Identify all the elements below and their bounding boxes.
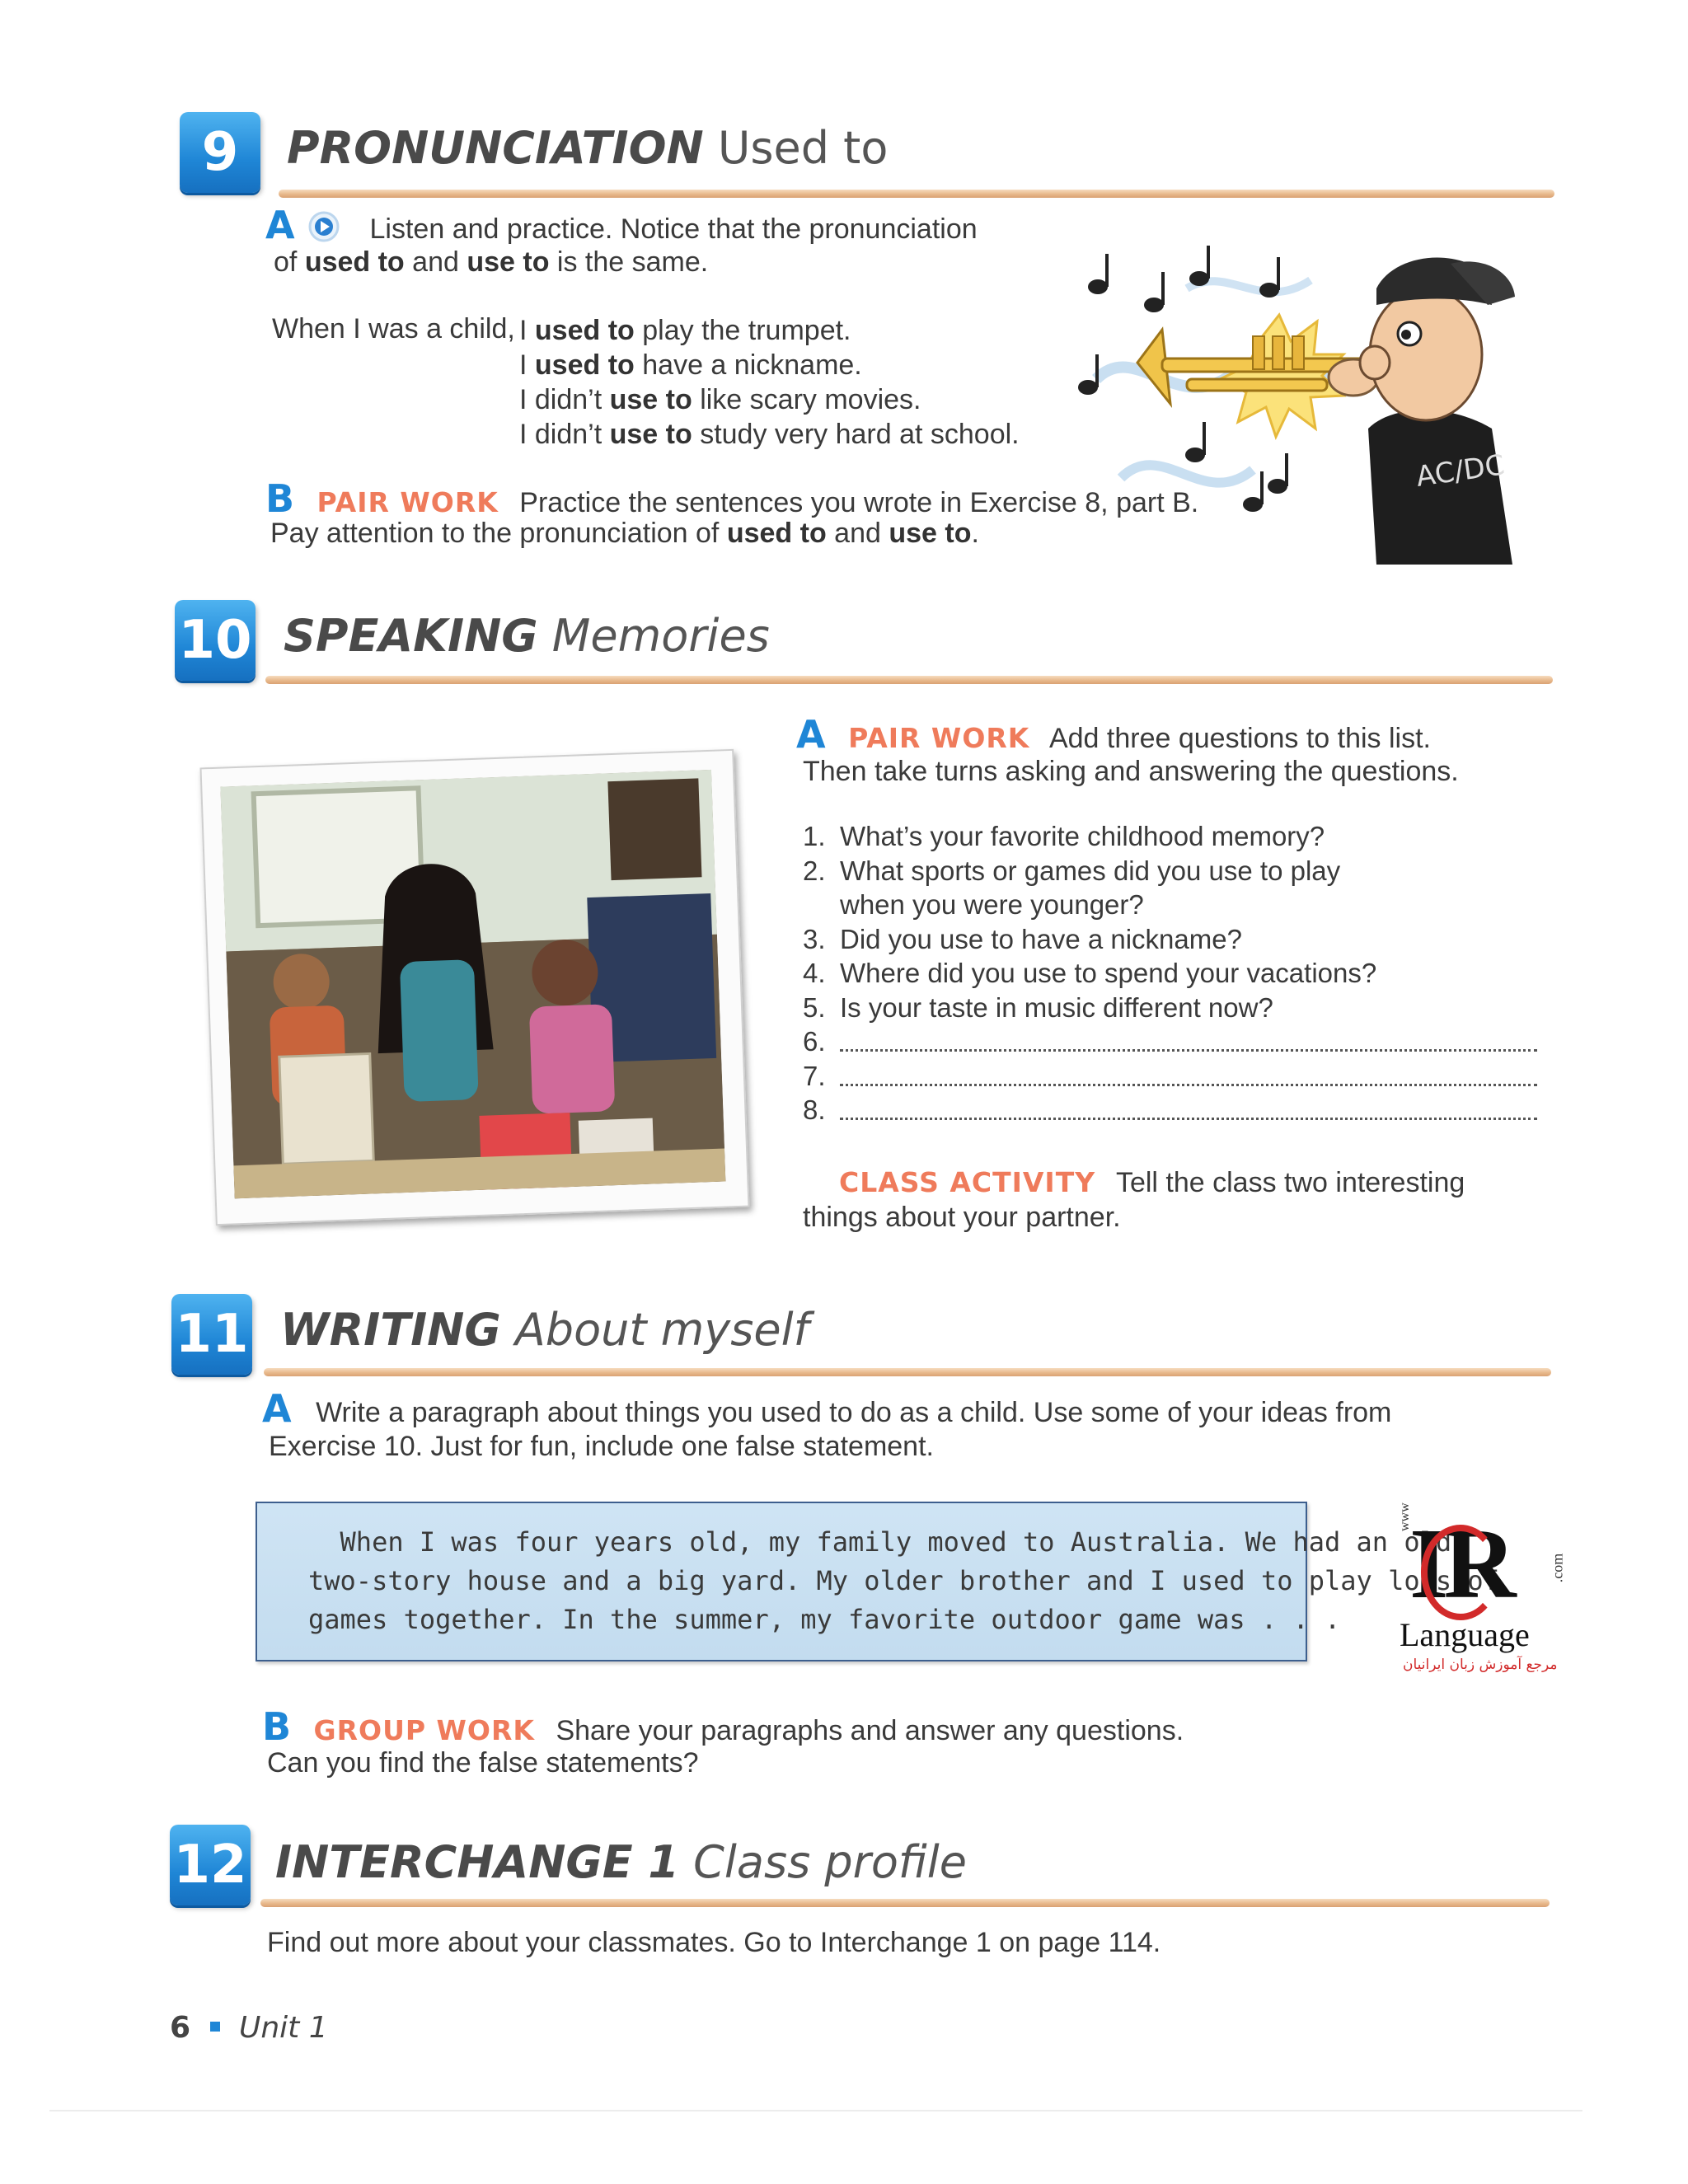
- logo-letters: IR: [1409, 1508, 1512, 1619]
- text-run: I: [519, 315, 535, 346]
- model-line: two-story house and a big yard. My older brother and I used to play lots of: [308, 1565, 1499, 1596]
- bold-run: use to: [889, 518, 972, 549]
- section-number: 12: [173, 1835, 247, 1896]
- text-run: I didn’t: [519, 384, 610, 415]
- section-10-title: [284, 610, 770, 662]
- logo-tagline: مرجع آموزش زبان ایرانیان: [1403, 1657, 1558, 1673]
- item-text: Did you use to have a nickname?: [840, 923, 1242, 954]
- text-run: play the trumpet.: [634, 315, 851, 346]
- part-a-line-1: Listen and practice. Notice that the pronunciation: [369, 213, 978, 245]
- section-keyword: SPEAKING: [284, 610, 538, 662]
- section-12-rule: [260, 1899, 1550, 1907]
- question-list: [803, 819, 1537, 1127]
- examples-lead: When I was a child,: [272, 313, 515, 344]
- item-text: Where did you use to spend your vacations?: [840, 958, 1377, 988]
- class-activity: [839, 1165, 1465, 1200]
- section-12-title: [275, 1836, 967, 1888]
- answer-line[interactable]: [840, 1059, 1537, 1086]
- logo-ring: [1421, 1525, 1500, 1620]
- section-11-title: [280, 1304, 809, 1356]
- section-9-rule: [279, 190, 1554, 198]
- section-11-badge: [171, 1294, 252, 1375]
- list-item: [803, 854, 1537, 888]
- part-letter: A: [796, 712, 826, 757]
- text-run: have a nickname.: [634, 349, 862, 381]
- text-run: of: [274, 246, 305, 278]
- part-a-line-2: Exercise 10. Just for fun, include one false statement.: [269, 1431, 934, 1462]
- bold-run: use to: [609, 384, 692, 415]
- section-subtitle: Class profile: [693, 1836, 968, 1888]
- text-run: is the same.: [549, 246, 709, 278]
- bold-run: used to: [534, 315, 635, 346]
- part-a-line-1: Write a paragraph about things you used to do as a child. Use some of your ideas from: [316, 1397, 1392, 1428]
- section-10-part-a: [796, 712, 1431, 757]
- page-footer: [170, 2011, 328, 2045]
- part-b-line-1: Practice the sentences you wrote in Exercise 8, part B.: [519, 487, 1199, 518]
- item-number: 2.: [803, 855, 826, 886]
- section-subtitle: Used to: [717, 122, 889, 174]
- item-number: 1.: [803, 821, 826, 851]
- item-number: 8.: [803, 1094, 826, 1125]
- item-text: What’s your favorite childhood memory?: [840, 821, 1325, 851]
- text-run: Pay attention to the pronunciation of: [270, 518, 727, 549]
- bold-run: use to: [609, 419, 692, 450]
- section-subtitle: About myself: [514, 1304, 809, 1356]
- part-letter: B: [262, 1704, 292, 1749]
- example-row: [519, 417, 1020, 452]
- section-12-badge: [170, 1825, 251, 1905]
- shirt-logo: AC/DC: [1414, 448, 1507, 494]
- ir-language-logo: [1398, 1502, 1571, 1681]
- text-run: I: [519, 349, 535, 381]
- bold-run: used to: [304, 246, 405, 278]
- page-number: 6: [170, 2011, 191, 2045]
- model-line: games together. In the summer, my favorite outdoor game was . . .: [308, 1604, 1341, 1635]
- model-paragraph: [308, 1523, 1499, 1639]
- example-row: [519, 382, 921, 417]
- section-number: 9: [201, 122, 239, 183]
- section-9-part-b: [265, 476, 1199, 521]
- section-10-rule: [265, 676, 1553, 684]
- list-item: [803, 991, 1537, 1025]
- section-9-part-b-line-2: [270, 516, 979, 551]
- item-number: 3.: [803, 923, 826, 954]
- section-number: 10: [178, 610, 252, 671]
- bold-run: use to: [467, 246, 550, 278]
- answer-line[interactable]: [840, 1024, 1537, 1052]
- text-run: I didn’t: [519, 419, 610, 450]
- footer-separator: [210, 2022, 220, 2032]
- section-subtitle: Memories: [551, 610, 770, 662]
- text-run: study very hard at school.: [692, 419, 1020, 450]
- example-row: [519, 313, 851, 348]
- section-9-badge: [180, 112, 260, 193]
- part-letter: B: [265, 476, 295, 521]
- part-b-line-2: Can you find the false statements?: [267, 1747, 699, 1779]
- section-keyword: PRONUNCIATION: [287, 122, 704, 174]
- section-keyword: WRITING: [280, 1304, 501, 1356]
- section-9-part-a-line-2: [274, 245, 708, 279]
- part-a-line-2: Then take turns asking and answering the questions.: [803, 756, 1459, 787]
- item-number: 7.: [803, 1060, 826, 1091]
- section-9-title: [287, 122, 888, 174]
- model-line: When I was four years old, my family moved to Australia. We had an old: [308, 1526, 1452, 1558]
- part-letter: A: [262, 1386, 292, 1431]
- example-row: [519, 348, 862, 382]
- text-run: .: [971, 518, 979, 549]
- logo-com: .com: [1549, 1553, 1566, 1583]
- section-11-rule: [264, 1368, 1551, 1376]
- list-item: [803, 956, 1537, 991]
- list-item-continuation: [803, 888, 1537, 922]
- item-number: 5.: [803, 991, 826, 1023]
- section-11-part-a: [262, 1386, 1392, 1431]
- item-number: 4.: [803, 958, 826, 988]
- bold-run: used to: [534, 349, 635, 381]
- section-number: 11: [175, 1304, 249, 1365]
- text-run: like scary movies.: [692, 384, 921, 415]
- pair-work-cue: PAIR WORK: [848, 722, 1030, 754]
- part-a-line-1: Add three questions to this list.: [1048, 723, 1431, 754]
- section-11-part-b: [262, 1704, 1184, 1749]
- answer-line[interactable]: [840, 1093, 1537, 1120]
- class-activity-cue: CLASS ACTIVITY: [839, 1166, 1096, 1198]
- list-item: [803, 819, 1537, 854]
- class-activity-line-1: Tell the class two interesting: [1115, 1167, 1465, 1198]
- item-text: Is your taste in music different now?: [840, 991, 1273, 1023]
- text-run: and: [404, 246, 467, 278]
- unit-label: Unit 1: [238, 2011, 328, 2045]
- pair-work-cue: PAIR WORK: [316, 486, 499, 518]
- item-number: 6.: [803, 1026, 826, 1057]
- group-work-cue: GROUP WORK: [313, 1714, 535, 1746]
- classroom-photo: [199, 749, 749, 1226]
- class-activity-line-2: things about your partner.: [803, 1202, 1121, 1233]
- list-item-blank[interactable]: [803, 1059, 1537, 1094]
- section-keyword: INTERCHANGE 1: [275, 1836, 679, 1888]
- list-item: [803, 922, 1537, 957]
- section-12-text: Find out more about your classmates. Go to Interchange 1 on page 114.: [267, 1927, 1161, 1958]
- part-letter: A: [265, 203, 295, 247]
- part-b-line-1: Share your paragraphs and answer any questions.: [556, 1715, 1184, 1746]
- item-text: What sports or games did you use to play: [840, 855, 1341, 886]
- logo-word: Language: [1400, 1616, 1530, 1653]
- trumpet-player-illustration: [1063, 239, 1525, 569]
- item-text: when you were younger?: [840, 889, 1144, 920]
- list-item-blank[interactable]: [803, 1093, 1537, 1127]
- text-run: and: [826, 518, 889, 549]
- logo-www: www: [1398, 1502, 1412, 1531]
- bold-run: used to: [726, 518, 827, 549]
- list-item-blank[interactable]: [803, 1024, 1537, 1059]
- section-10-badge: [175, 600, 256, 681]
- bottom-edge-line: [49, 2110, 1582, 2111]
